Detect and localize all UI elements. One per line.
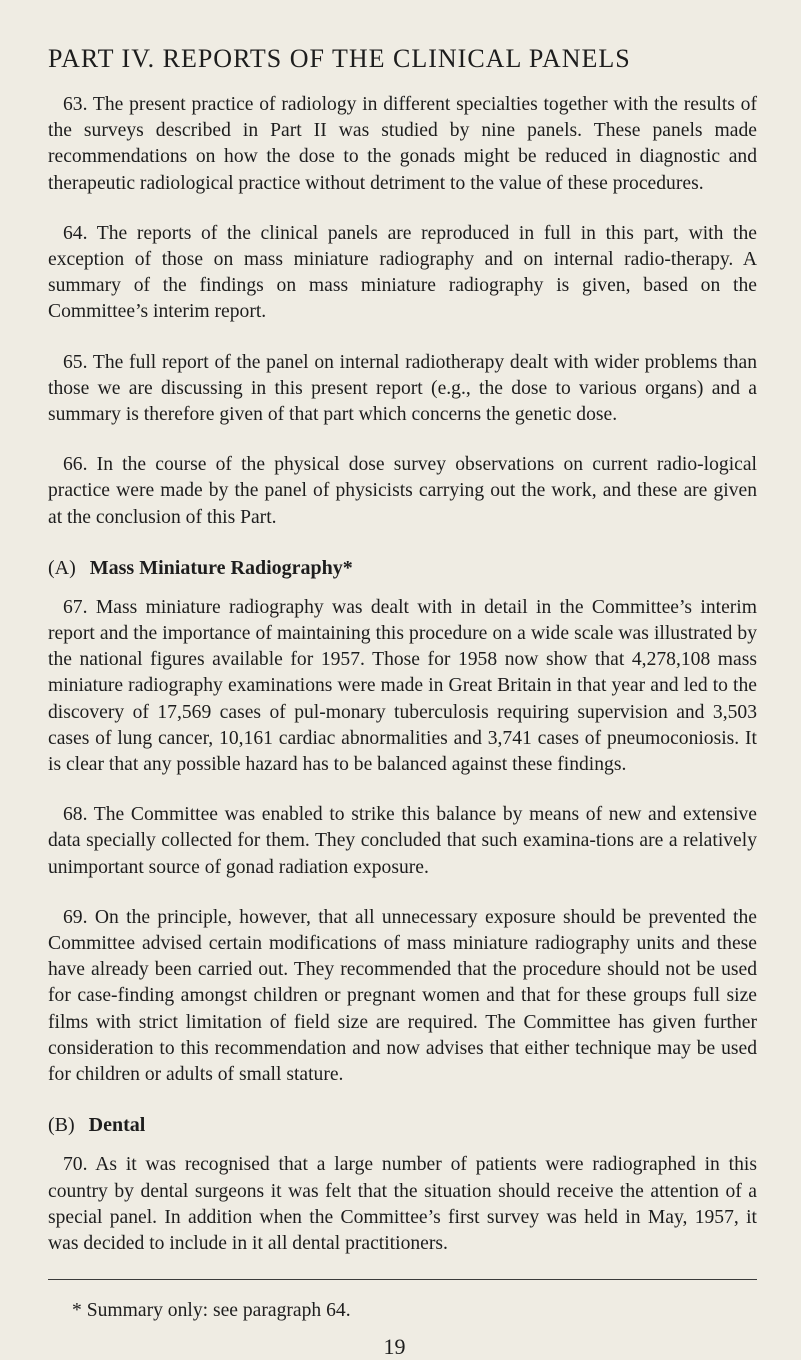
section-title-b: Dental <box>88 1114 146 1137</box>
page-number: 19 <box>383 1334 406 1360</box>
paragraph-68: 68. The Committee was enabled to strike this balance by means of new and extensive data specially collected for them. They concluded that such examina-tions are a relatively unimportant source of gonad radiation exposure. <box>48 804 757 878</box>
paragraph-66: 66. In the course of the physical dose survey observations on current radio-logical practice were made by the panel of physicists carrying out the work, and these are given at the conclusion of this Part. <box>48 454 757 528</box>
paragraph-64: 64. The reports of the clinical panels are reproduced in full in this part, with the exception of those on mass miniature radiography and on internal radio-therapy. A summary of the findings on mass miniature radiography is given, based on the Committee’s interim report. <box>48 222 757 323</box>
part-heading: PART IV. REPORTS OF THE CLINICAL PANELS <box>48 44 631 73</box>
paragraph-67: 67. Mass miniature radiography was dealt with in detail in the Committee’s interim report and the importance of maintaining this procedure on a wide scale was illustrated by the national figures available for 1957. Those for 1958 now show that 4,278,108 mass miniature radiography examinations were made in Great Britain in that year and led to the discovery of 17,569 cases of pul-monary tuberculosis requiring supervision and 3,503 cases of lung cancer, 10,161 cardiac abnormalities and 3,741 cases of pneumoconiosis. It is clear that any possible hazard has to be balanced against these findings. <box>48 596 757 776</box>
footnote-divider <box>48 1279 757 1280</box>
paragraph-63: 63. The present practice of radiology in different specialties together with the results of the surveys described in Part II was studied by nine panels. These panels made recommendations on how the dose to the gonads might be reduced in diagnostic and therapeutic radiological practice without detriment to the value of these procedures. <box>48 94 757 194</box>
section-heading-b <box>48 1112 757 1138</box>
section-heading-a <box>48 555 757 581</box>
section-letter-b: (B) <box>48 1114 75 1137</box>
section-letter-a: (A) <box>48 556 76 579</box>
paragraph-70: 70. As it was recognised that a large number of patients were radiographed in this country by dental surgeons it was felt that the situation should receive the attention of a special panel. In addition when the Committee’s first survey was held in May, 1957, it was decided to include in it all dental practitioners. <box>48 1154 757 1254</box>
paragraph-65: 65. The full report of the panel on internal radiotherapy dealt with wider problems than those we are discussing in this present report (e.g., the dose to various organs) and a summary is therefore given of that part which concerns the genetic dose. <box>48 351 757 426</box>
paragraph-69: 69. On the principle, however, that all unnecessary exposure should be prevented the Committee advised certain modifications of mass miniature radiography units and these have already been carried out. They recommended that the procedure should not be used for case-finding amongst children or pregnant women and that for these groups full size films with strict limitation of field size are required. The Committee has given further consideration to this recommendation and now advises that either technique may be used for children or adults of small stature. <box>48 906 757 1086</box>
footnote: * Summary only: see paragraph 64. <box>72 1300 351 1322</box>
section-title-a: Mass Miniature Radiography* <box>89 556 353 579</box>
